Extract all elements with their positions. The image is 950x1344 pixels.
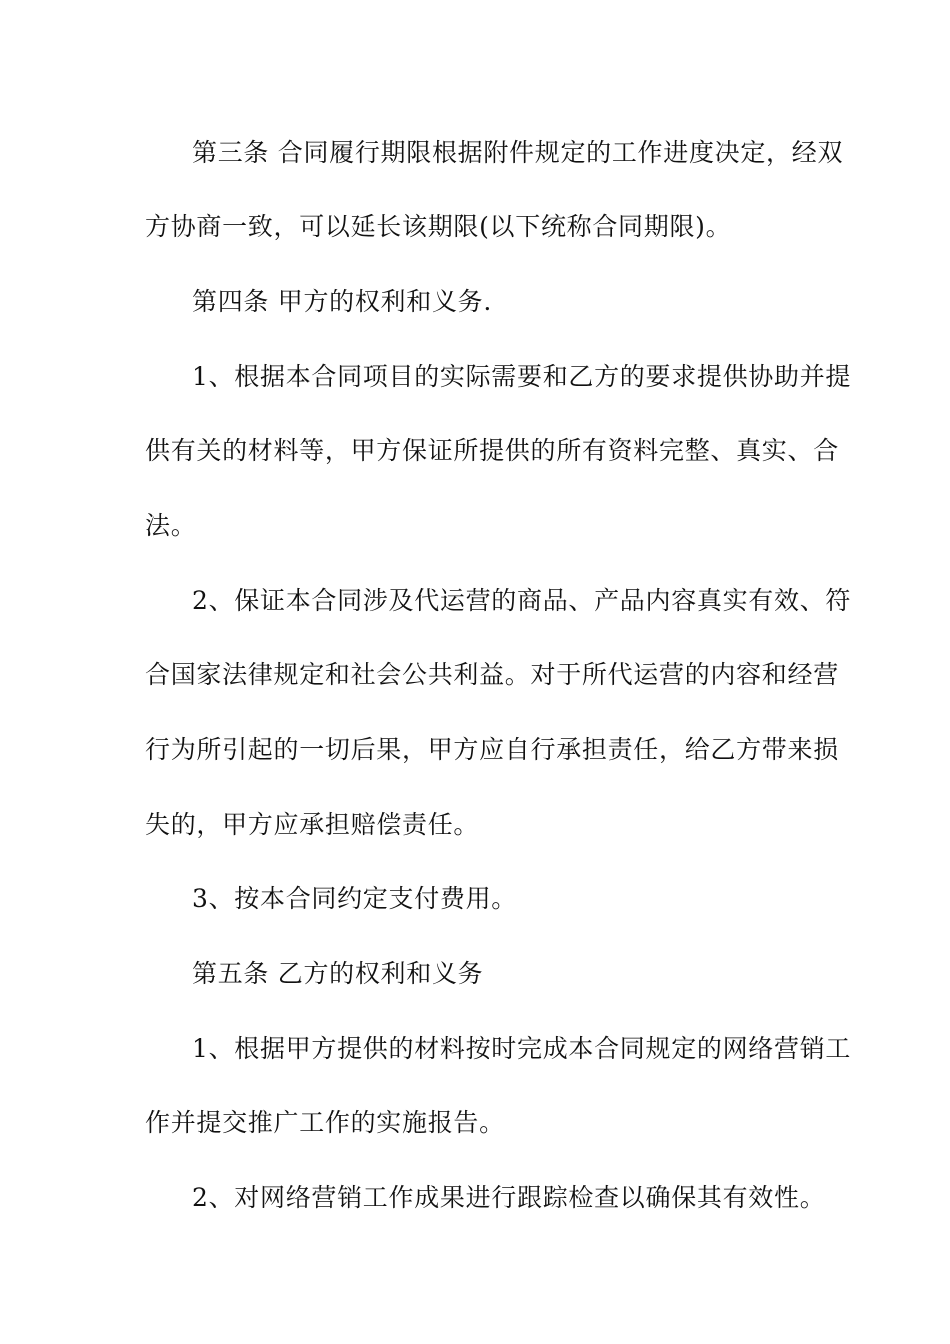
text-line: 供有关的材料等，甲方保证所提供的所有资料完整、真实、合 xyxy=(145,436,839,465)
text-line: 法。 xyxy=(145,511,197,540)
text-line: 2、对网络营销工作成果进行跟踪检查以确保其有效性。 xyxy=(192,1183,826,1212)
text-line: 第三条 合同履行期限根据附件规定的工作进度决定，经双 xyxy=(192,138,844,167)
text-line: 失的，甲方应承担赔偿责任。 xyxy=(145,810,480,839)
text-line: 行为所引起的一切后果，甲方应自行承担责任，给乙方带来损 xyxy=(145,735,839,764)
text-line: 第四条 甲方的权利和义务. xyxy=(192,287,492,316)
text-line: 1、根据甲方提供的材料按时完成本合同规定的网络营销工 xyxy=(192,1034,852,1063)
text-line: 2、保证本合同涉及代运营的商品、产品内容真实有效、符 xyxy=(192,586,852,615)
text-line: 作并提交推广工作的实施报告。 xyxy=(145,1108,505,1137)
text-line: 方协商一致，可以延长该期限(以下统称合同期限)。 xyxy=(145,212,732,241)
text-line: 1、根据本合同项目的实际需要和乙方的要求提供协助并提 xyxy=(192,362,852,391)
text-line: 合国家法律规定和社会公共利益。对于所代运营的内容和经营 xyxy=(145,660,839,689)
text-line: 第五条 乙方的权利和义务 xyxy=(192,959,484,988)
text-line: 3、按本合同约定支付费用。 xyxy=(192,884,518,913)
